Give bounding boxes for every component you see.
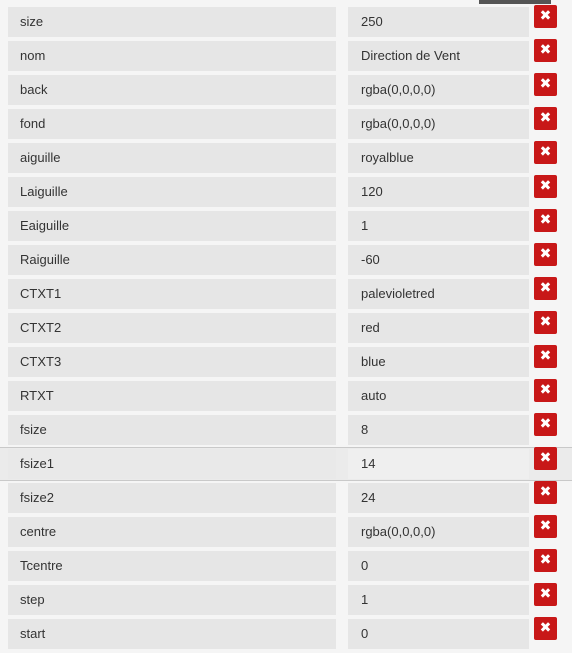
property-value-field[interactable]: 8 bbox=[348, 415, 529, 445]
property-row bbox=[0, 413, 572, 447]
property-row bbox=[0, 141, 572, 175]
delete-icon[interactable]: ✖ bbox=[534, 141, 557, 164]
delete-icon[interactable]: ✖ bbox=[534, 515, 557, 538]
property-value-field[interactable]: Direction de Vent bbox=[348, 41, 529, 71]
delete-icon[interactable]: ✖ bbox=[534, 39, 557, 62]
property-row bbox=[0, 481, 572, 515]
property-row bbox=[0, 447, 572, 481]
delete-icon[interactable]: ✖ bbox=[534, 243, 557, 266]
property-row bbox=[0, 515, 572, 549]
delete-icon[interactable]: ✖ bbox=[534, 481, 557, 504]
property-row bbox=[0, 549, 572, 583]
property-value-field[interactable]: 250 bbox=[348, 7, 529, 37]
delete-icon[interactable]: ✖ bbox=[534, 413, 557, 436]
property-key-field[interactable]: Eaiguille bbox=[8, 211, 336, 241]
property-key-field[interactable]: Laiguille bbox=[8, 177, 336, 207]
property-key-field[interactable]: CTXT3 bbox=[8, 347, 336, 377]
property-key-field[interactable]: fsize2 bbox=[8, 483, 336, 513]
property-row bbox=[0, 39, 572, 73]
property-key-field[interactable]: fond bbox=[8, 109, 336, 139]
delete-icon[interactable]: ✖ bbox=[534, 175, 557, 198]
property-row bbox=[0, 379, 572, 413]
property-value-field[interactable]: 0 bbox=[348, 619, 529, 649]
property-row bbox=[0, 243, 572, 277]
delete-icon[interactable]: ✖ bbox=[534, 617, 557, 640]
property-key-field[interactable]: size bbox=[8, 7, 336, 37]
property-value-field[interactable]: palevioletred bbox=[348, 279, 529, 309]
property-key-field[interactable]: fsize1 bbox=[8, 449, 336, 479]
property-key-field[interactable]: centre bbox=[8, 517, 336, 547]
property-value-field[interactable]: royalblue bbox=[348, 143, 529, 173]
delete-icon[interactable]: ✖ bbox=[534, 73, 557, 96]
property-key-field[interactable]: aiguille bbox=[8, 143, 336, 173]
delete-icon[interactable]: ✖ bbox=[534, 5, 557, 28]
property-value-field[interactable]: 0 bbox=[348, 551, 529, 581]
property-value-field[interactable]: 14 bbox=[348, 449, 529, 479]
property-key-field[interactable]: CTXT2 bbox=[8, 313, 336, 343]
delete-icon[interactable]: ✖ bbox=[534, 209, 557, 232]
property-value-field[interactable]: blue bbox=[348, 347, 529, 377]
property-key-field[interactable]: step bbox=[8, 585, 336, 615]
property-row bbox=[0, 209, 572, 243]
property-value-field[interactable]: red bbox=[348, 313, 529, 343]
property-row bbox=[0, 277, 572, 311]
property-key-field[interactable]: RTXT bbox=[8, 381, 336, 411]
property-row bbox=[0, 175, 572, 209]
property-key-field[interactable]: nom bbox=[8, 41, 336, 71]
delete-icon[interactable]: ✖ bbox=[534, 107, 557, 130]
property-value-field[interactable]: 1 bbox=[348, 211, 529, 241]
property-row bbox=[0, 311, 572, 345]
property-value-field[interactable]: auto bbox=[348, 381, 529, 411]
property-key-field[interactable]: Tcentre bbox=[8, 551, 336, 581]
property-key-field[interactable]: CTXT1 bbox=[8, 279, 336, 309]
property-value-field[interactable]: rgba(0,0,0,0) bbox=[348, 75, 529, 105]
property-row bbox=[0, 73, 572, 107]
property-key-field[interactable]: start bbox=[8, 619, 336, 649]
property-value-field[interactable]: 1 bbox=[348, 585, 529, 615]
property-value-field[interactable]: 120 bbox=[348, 177, 529, 207]
property-value-field[interactable]: rgba(0,0,0,0) bbox=[348, 517, 529, 547]
property-row bbox=[0, 107, 572, 141]
property-key-field[interactable]: Raiguille bbox=[8, 245, 336, 275]
property-row bbox=[0, 345, 572, 379]
delete-icon[interactable]: ✖ bbox=[534, 583, 557, 606]
property-key-field[interactable]: fsize bbox=[8, 415, 336, 445]
property-value-field[interactable]: -60 bbox=[348, 245, 529, 275]
property-value-field[interactable]: rgba(0,0,0,0) bbox=[348, 109, 529, 139]
property-key-field[interactable]: back bbox=[8, 75, 336, 105]
delete-icon[interactable]: ✖ bbox=[534, 311, 557, 334]
delete-icon[interactable]: ✖ bbox=[534, 379, 557, 402]
property-list bbox=[0, 5, 572, 651]
property-row bbox=[0, 5, 572, 39]
delete-icon[interactable]: ✖ bbox=[534, 549, 557, 572]
property-row bbox=[0, 583, 572, 617]
delete-icon[interactable]: ✖ bbox=[534, 345, 557, 368]
delete-icon[interactable]: ✖ bbox=[534, 447, 557, 470]
property-row bbox=[0, 617, 572, 651]
top-tab-edge[interactable] bbox=[479, 0, 551, 4]
property-value-field[interactable]: 24 bbox=[348, 483, 529, 513]
delete-icon[interactable]: ✖ bbox=[534, 277, 557, 300]
